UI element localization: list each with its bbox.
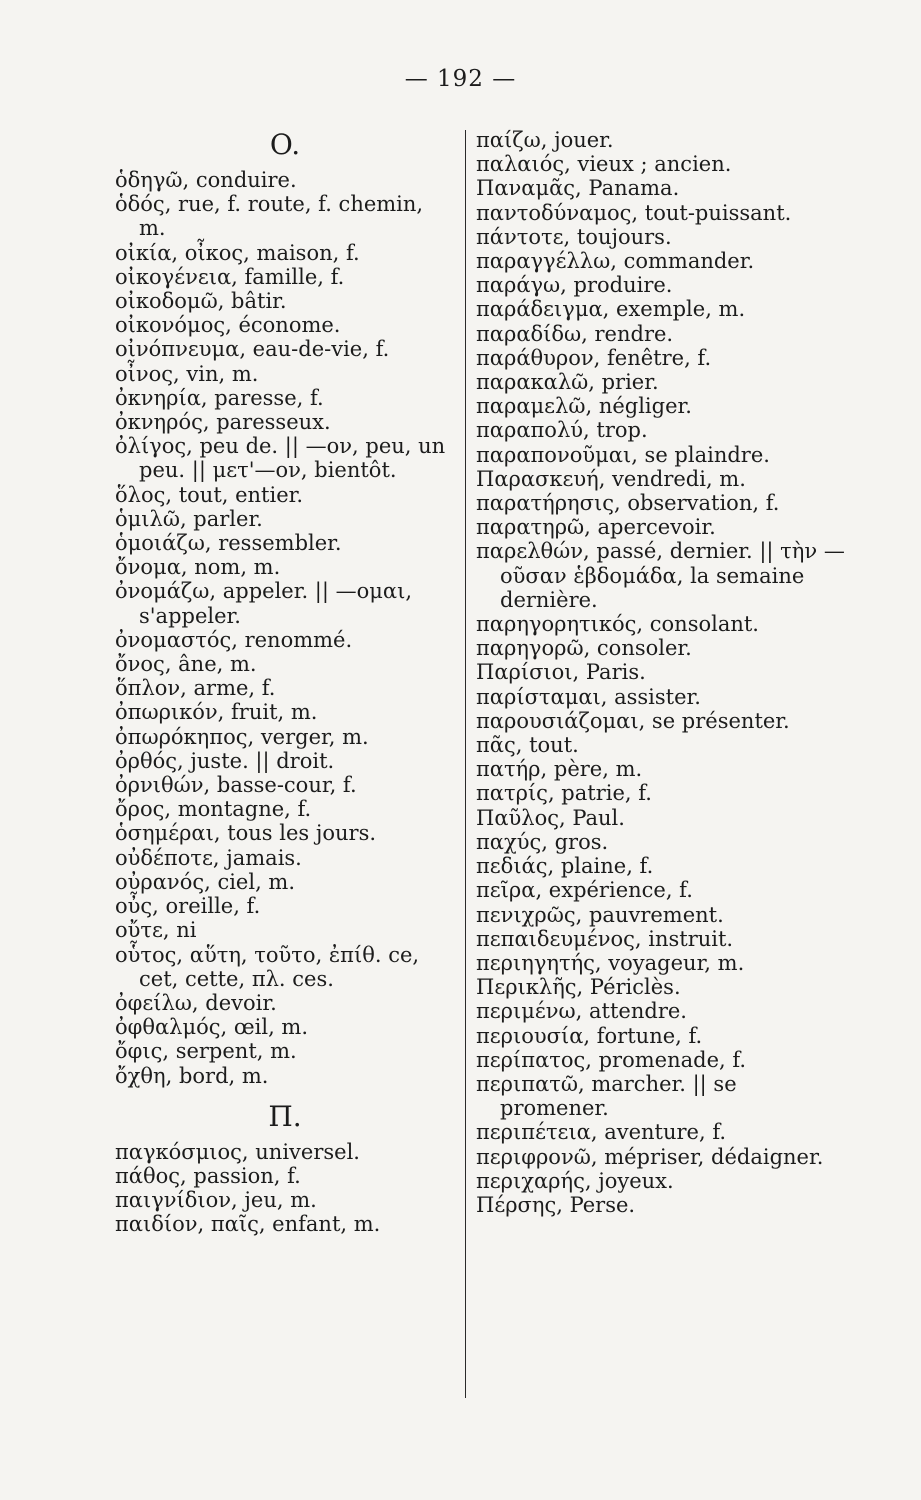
dictionary-entry: ὀρθός, juste. || droit. <box>115 748 335 773</box>
dictionary-entry: ὄνος, âne, m. <box>115 652 257 677</box>
dictionary-entry: οὐρανός, ciel, m. <box>115 869 296 894</box>
dictionary-entry: περίπατος, promenade, f. <box>476 1047 747 1072</box>
dictionary-entry: ὅπλον, arme, f. <box>115 676 276 701</box>
dictionary-entry: παρουσιάζομαι, se présenter. <box>476 708 790 733</box>
dictionary-entry: οἰκογένεια, famille, f. <box>115 264 345 289</box>
dictionary-entry: ὄφις, serpent, m. <box>115 1039 297 1064</box>
dictionary-entry: οἰκία, οἶκος, maison, f. <box>115 240 360 265</box>
dictionary-entry: πατρίς, patrie, f. <box>476 781 652 806</box>
dictionary-entry: παρίσταμαι, assister. <box>476 684 701 709</box>
dictionary-entry: παρηγορητικός, consolant. <box>476 612 759 637</box>
dictionary-entry: ὀφείλω, devoir. <box>115 990 277 1015</box>
dictionary-entry: παρηγορῶ, consoler. <box>476 636 692 661</box>
dictionary-entry: παρελθών, passé, dernier. || τὴν —οῦσαν ἑβδομάδα, la semaine dernière. <box>476 539 845 612</box>
left-column <box>115 128 455 1237</box>
dictionary-entry: οὐδέποτε, jamais. <box>115 845 302 870</box>
dictionary-entry: ὀνομαστός, renommé. <box>115 627 353 652</box>
dictionary-entry: πάθος, passion, f. <box>115 1163 301 1188</box>
dictionary-entry: ὀφθαλμός, œil, m. <box>115 1015 309 1040</box>
dictionary-entry: Περικλῆς, Périclès. <box>476 975 681 1000</box>
dictionary-entry: περιηγητής, voyageur, m. <box>476 950 745 975</box>
dictionary-entry: παράδειγμα, exemple, m. <box>476 297 746 322</box>
dictionary-entry: παραγγέλλω, commander. <box>476 249 755 274</box>
dictionary-entry: παλαιός, vieux ; ancien. <box>476 152 732 177</box>
dictionary-entry: ὀρνιθών, basse-cour, f. <box>115 773 357 798</box>
dictionary-entry: ὅλος, tout, entier. <box>115 482 304 507</box>
dictionary-entry: Παρασκευή, vendredi, m. <box>476 466 746 491</box>
dictionary-entry: οἰνόπνευμα, eau-de-vie, f. <box>115 337 390 362</box>
right-column <box>476 128 846 1217</box>
dictionary-entry: πᾶς, tout. <box>476 733 579 758</box>
dictionary-entry: πενιχρῶς, pauvrement. <box>476 902 724 927</box>
dictionary-entry: οἶνος, vin, m. <box>115 361 259 386</box>
dictionary-entry: ὀνομάζω, appeler. || —ομαι, s'appeler. <box>115 579 413 628</box>
dictionary-entry: περιχαρής, joyeux. <box>476 1168 674 1193</box>
dictionary-entry: οὔτε, ni <box>115 918 197 943</box>
section-letter-o: O. <box>269 128 301 161</box>
dictionary-entry: παιδίον, παῖς, enfant, m. <box>115 1212 381 1237</box>
dictionary-entry: πεῖρα, expérience, f. <box>476 878 693 903</box>
dictionary-entry: περιφρονῶ, mépriser, dédaigner. <box>476 1144 824 1169</box>
dictionary-entry: πεπαιδευμένος, instruit. <box>476 926 734 951</box>
dictionary-entry: ὀλίγος, peu de. || —ον, peu, un peu. || μετ'—ον, bientôt. <box>115 434 446 483</box>
dictionary-entry: παιγνίδιον, jeu, m. <box>115 1188 317 1213</box>
dictionary-entry: παράθυρον, fenêtre, f. <box>476 345 712 370</box>
dictionary-entry: παραπονοῦμαι, se plaindre. <box>476 442 770 467</box>
dictionary-entry: ὁδός, rue, f. route, f. chemin, m. <box>115 192 424 241</box>
dictionary-entry: παραπολύ, trop. <box>476 418 648 443</box>
dictionary-entry: παίζω, jouer. <box>476 128 614 152</box>
dictionary-entry: ὀκνηρία, paresse, f. <box>115 385 324 410</box>
dictionary-entry: οὗτος, αὕτη, τοῦτο, ἐπίθ. ce, cet, cette, πλ. ces. <box>115 942 420 991</box>
dictionary-entry: Παναμᾶς, Panama. <box>476 176 680 201</box>
dictionary-entry: Παρίσιοι, Paris. <box>476 660 646 685</box>
dictionary-entry: παράγω, produire. <box>476 273 673 298</box>
entries-pi <box>115 1140 455 1237</box>
dictionary-entry: πεδιάς, plaine, f. <box>476 854 654 879</box>
dictionary-entry: ὄνομα, nom, m. <box>115 555 281 580</box>
dictionary-entry: ὁσημέραι, tous les jours. <box>115 821 377 846</box>
dictionary-entry: ὁδηγῶ, conduire. <box>115 168 297 192</box>
dictionary-entry: παχύς, gros. <box>476 829 609 854</box>
dictionary-entry: ὄχθη, bord, m. <box>115 1063 269 1088</box>
dictionary-entry: περιπατῶ, marcher. || se promener. <box>476 1071 737 1121</box>
dictionary-entry: ὄρος, montagne, f. <box>115 797 312 822</box>
dictionary-entry: ὀκνηρός, paresseux. <box>115 410 331 435</box>
dictionary-entry: περιμένω, attendre. <box>476 999 687 1024</box>
dictionary-entry: παρατήρησις, observation, f. <box>476 491 780 516</box>
section-letter-pi: Π. <box>268 1099 302 1133</box>
dictionary-entry: περιουσία, fortune, f. <box>476 1023 703 1048</box>
dictionary-entry: οὖς, oreille, f. <box>115 894 261 919</box>
column-divider <box>465 130 466 1398</box>
dictionary-entry: ὁμοιάζω, ressembler. <box>115 531 342 556</box>
dictionary-entry: παρακαλῶ, prier. <box>476 370 659 395</box>
dictionary-entry: Πέρσης, Perse. <box>476 1192 636 1217</box>
entries-o <box>115 168 455 1088</box>
dictionary-entry: ὀπωρόκηπος, verger, m. <box>115 724 369 749</box>
dictionary-entry: οἰκονόμος, économe. <box>115 313 341 338</box>
dictionary-entry: παραμελῶ, négliger. <box>476 394 692 419</box>
dictionary-entry: ὀπωρικόν, fruit, m. <box>115 700 318 725</box>
dictionary-entry: παγκόσμιος, universel. <box>115 1139 360 1164</box>
dictionary-entry: πάντοτε, toujours. <box>476 224 672 249</box>
dictionary-entry: παντοδύναμος, tout-puissant. <box>476 200 792 225</box>
page-number: — 192 — <box>404 66 517 92</box>
dictionary-entry: Παῦλος, Paul. <box>476 805 625 830</box>
dictionary-entry: οἰκοδομῶ, bâtir. <box>115 289 287 314</box>
dictionary-entry: πατήρ, père, m. <box>476 757 643 782</box>
dictionary-entry: ὁμιλῶ, parler. <box>115 506 263 531</box>
dictionary-entry: παρατηρῶ, apercevoir. <box>476 515 716 540</box>
dictionary-entry: παραδίδω, rendre. <box>476 321 674 346</box>
dictionary-entry: περιπέτεια, aventure, f. <box>476 1120 727 1145</box>
